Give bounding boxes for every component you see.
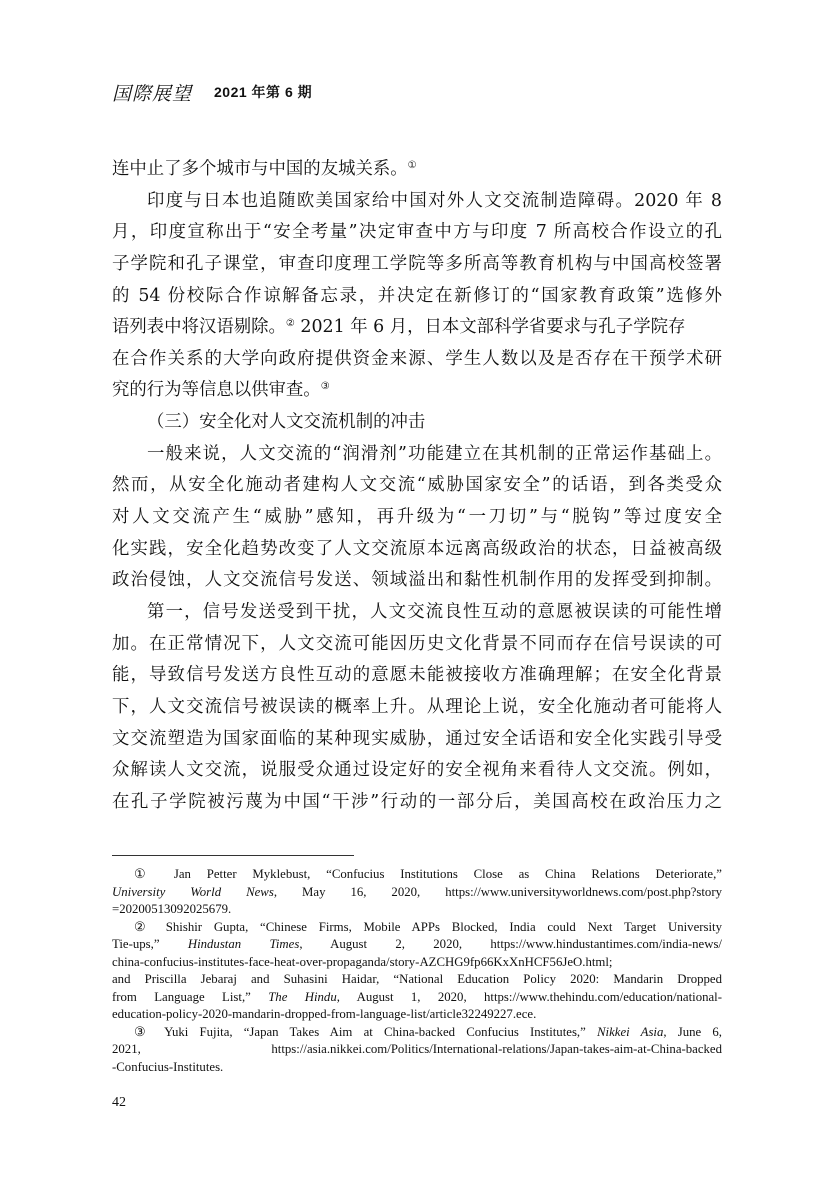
issue-label: 2021 年第 6 期 bbox=[214, 84, 313, 100]
text-line: 在孔子学院被污蔑为中国“干涉”行动的一部分后，美国高校在政治压力之 bbox=[112, 791, 722, 812]
text-line: 下，人文交流信号被误读的概率上升。从理论上说，安全化施动者可能将人 bbox=[112, 696, 722, 717]
text-line: 加。在正常情况下，人文交流可能因历史文化背景不同而存在信号误读的可 bbox=[112, 633, 722, 654]
text-line: 连中止了多个城市与中国的友城关系。① bbox=[112, 159, 417, 179]
footnote-ref[interactable]: ③ bbox=[320, 381, 330, 393]
text-line: 究的行为等信息以供审查。③ bbox=[112, 380, 330, 401]
footnote-line: ① Jan Petter Myklebust, “Confucius Institutions Close as China Relations Deteriorate,” bbox=[134, 867, 722, 881]
running-header bbox=[112, 78, 312, 106]
text-line: 然而，从安全化施动者建构人文交流“威胁国家安全”的话语，到各类受众 bbox=[112, 475, 722, 496]
text-line: 能，导致信号发送方良性互动的意愿未能被接收方准确理解；在安全化背景 bbox=[112, 665, 722, 686]
text-line: 月，印度宣称出于“安全考量”决定审查中方与印度 7 所高校合作设立的孔 bbox=[112, 222, 722, 243]
text-line: 子学院和孔子课堂，审查印度理工学院等多所高等教育机构与中国高校签署 bbox=[112, 253, 722, 274]
footnote-line: 2021, https://asia.nikkei.com/Politics/International-relations/Japan-takes-aim-at-China-backed bbox=[112, 1042, 722, 1056]
footnote-line: from Language List,” The Hindu, August 1, 2020, https://www.thehindu.com/education/national- bbox=[112, 989, 722, 1004]
footnote-line: and Priscilla Jebaraj and Suhasini Haidar, “National Education Policy 2020: Mandarin Dropped bbox=[112, 972, 722, 986]
footnote-ref[interactable]: ① bbox=[407, 160, 417, 171]
text-line: 的 54 份校际合作谅解备忘录，并决定在新修订的“国家教育政策”选修外 bbox=[112, 285, 722, 306]
footnotes bbox=[112, 866, 722, 1076]
text-line: 化实践，安全化趋势改变了人文交流原本远离高级政治的状态，日益被高级 bbox=[112, 538, 722, 559]
text-line: 在合作关系的大学向政府提供资金来源、学生人数以及是否存在干预学术研 bbox=[112, 348, 722, 369]
page-number: 42 bbox=[112, 1095, 126, 1110]
footnote-line: Tie-ups,” Hindustan Times, August 2, 2020, https://www.hindustantimes.com/india-news/ bbox=[112, 937, 722, 951]
journal-logo: 国際展望 bbox=[112, 82, 193, 105]
main-text bbox=[112, 154, 722, 818]
text-line: 第一，信号发送受到干扰，人文交流良性互动的意愿被误读的可能性增 bbox=[147, 601, 722, 622]
footnote-line: ② Shishir Gupta, “Chinese Firms, Mobile APPs Blocked, India could Next Target University bbox=[134, 919, 722, 934]
footnote-line: education-policy-2020-mandarin-dropped-from-language-list/article32249227.ece. bbox=[112, 1007, 537, 1021]
text-line: 印度与日本也追随欧美国家给中国对外人文交流制造障碍。2020 年 8 bbox=[147, 190, 722, 211]
footnote-line: =20200513092025679. bbox=[112, 902, 232, 916]
footnote-ref[interactable]: ② bbox=[285, 318, 295, 330]
text-line: 政治侵蚀，人文交流信号发送、领域溢出和黏性机制作用的发挥受到抑制。 bbox=[112, 570, 722, 591]
text-line: 对人文交流产生“威胁”感知，再升级为“一刀切”与“脱钩”等过度安全 bbox=[112, 507, 722, 528]
text-line: 一般来说，人文交流的“润滑剂”功能建立在其机制的正常运作基础上。 bbox=[147, 443, 722, 464]
footnote-line: University World News, May 16, 2020, https://www.universityworldnews.com/post.php?story bbox=[112, 884, 722, 899]
text-line: 文交流塑造为国家面临的某种现实威胁，通过安全话语和安全化实践引导受 bbox=[112, 728, 722, 749]
footnote-line: -Confucius-Institutes. bbox=[112, 1059, 224, 1074]
text-line: 语列表中将汉语剔除。② 2021 年 6 月，日本文部科学省要求与孔子学院存 bbox=[112, 317, 686, 338]
footnote-line: china-confucius-institutes-face-heat-over-propaganda/story-AZCHG9fp66KxXnHCF56JeO.html; bbox=[112, 954, 613, 969]
text-line: 众解读人文交流，说服受众通过设定好的安全视角来看待人文交流。例如， bbox=[112, 760, 722, 781]
section-heading: （三）安全化对人文交流机制的冲击 bbox=[147, 412, 426, 433]
footnote-line: ③ Yuki Fujita, “Japan Takes Aim at China-backed Confucius Institutes,” Nikkei Asia, June 6, bbox=[134, 1024, 722, 1039]
footnote-divider bbox=[112, 855, 354, 856]
